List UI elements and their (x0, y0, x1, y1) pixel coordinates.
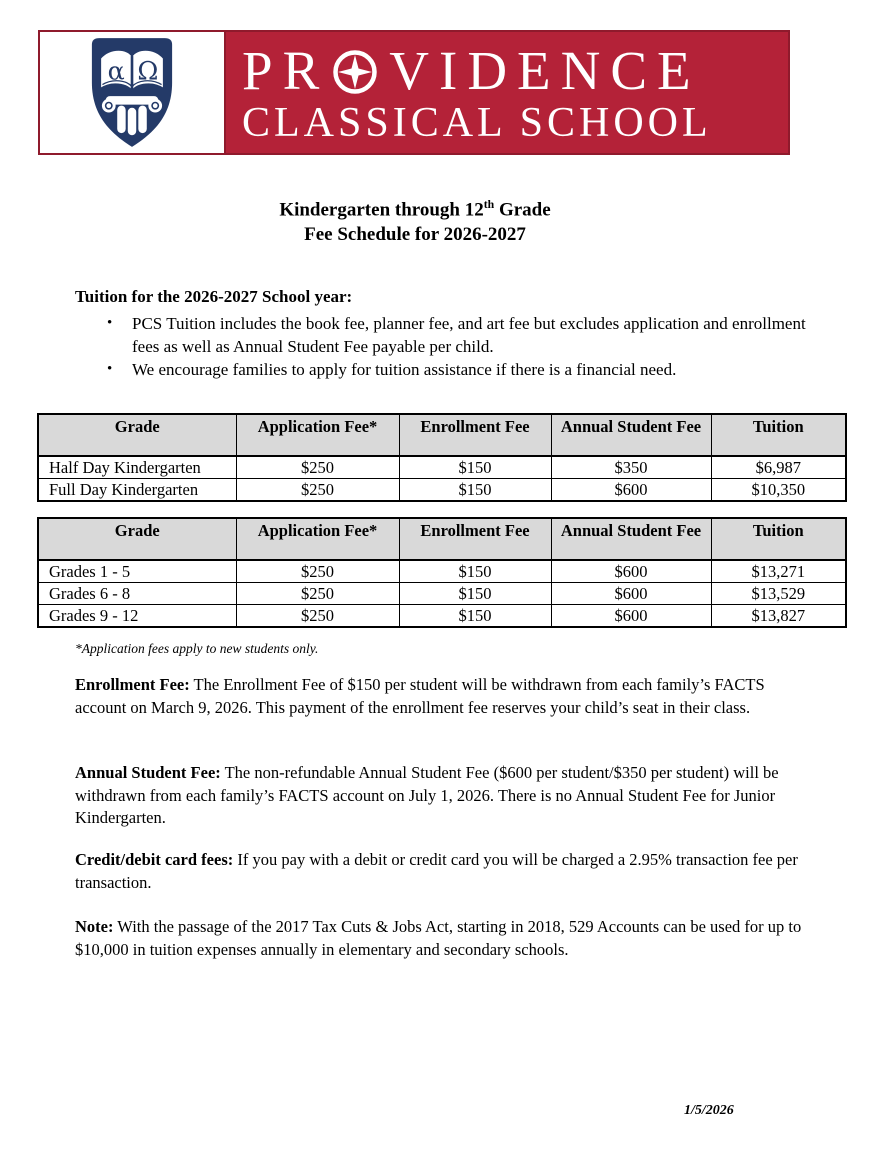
logo-box (40, 32, 226, 153)
tuition-cell: $13,529 (711, 583, 846, 605)
enrollment-fee-cell: $150 (399, 456, 551, 479)
column-header: Annual Student Fee (551, 414, 711, 456)
application-fee-cell: $250 (236, 560, 399, 583)
table-row (38, 479, 846, 502)
document-date: 1/5/2026 (684, 1103, 734, 1118)
grade-cell: Grades 1 - 5 (38, 560, 236, 583)
column-header: Grade (38, 518, 236, 560)
column-header: Enrollment Fee (399, 518, 551, 560)
annual-student-fee-cell: $350 (551, 456, 711, 479)
tuition-cell: $10,350 (711, 479, 846, 502)
enrollment-fee-cell: $150 (399, 605, 551, 628)
table-row (38, 605, 846, 628)
bullet-icon: • (107, 315, 113, 331)
column-header: Enrollment Fee (399, 414, 551, 456)
table-row (38, 560, 846, 583)
bullet-icon: • (107, 361, 113, 377)
bullet-text: We encourage families to apply for tuition assistance if there is a financial need. (132, 360, 677, 379)
table-row (38, 456, 846, 479)
paragraph-label: Note: (75, 917, 114, 936)
title-line2: Fee Schedule for 2026-2027 (304, 224, 526, 246)
school-shield-icon (84, 36, 180, 150)
paragraph-body: If you pay with a debit or credit card you will be charged a 2.95% transaction fee per transaction. (75, 850, 798, 892)
school-name-line2: CLASSICAL SCHOOL (242, 100, 712, 146)
annual-student-fee-paragraph (75, 762, 812, 830)
paragraph-body: With the passage of the 2017 Tax Cuts & Jobs Act, starting in 2018, 529 Accounts can be used for up to $10,000 in tuition expenses annually in elementary and secondary schools. (75, 917, 802, 959)
tuition-cell: $13,827 (711, 605, 846, 628)
application-fee-footnote: *Application fees apply to new students only. (75, 641, 319, 656)
enrollment-fee-cell: $150 (399, 560, 551, 583)
tuition-cell: $6,987 (711, 456, 846, 479)
list-item (107, 312, 810, 358)
column-header: Tuition (711, 518, 846, 560)
annual-student-fee-cell: $600 (551, 560, 711, 583)
title-line1 (38, 192, 792, 222)
table-header-row (38, 518, 846, 560)
school-logo-banner (38, 30, 790, 155)
omega-glyph: Ω (137, 54, 159, 85)
annual-student-fee-cell: $600 (551, 479, 711, 502)
tuition-cell: $13,271 (711, 560, 846, 583)
document-title (38, 192, 792, 247)
grades-fee-table (37, 517, 847, 628)
title-line1-text: Kindergarten through 12 (279, 199, 484, 221)
kindergarten-fee-table (37, 413, 847, 502)
cross-o-icon (331, 46, 379, 96)
paragraph-label: Annual Student Fee: (75, 763, 221, 782)
column-header: Tuition (711, 414, 846, 456)
paragraph-label: Credit/debit card fees: (75, 850, 234, 869)
column-header: Application Fee* (236, 518, 399, 560)
enrollment-fee-paragraph (75, 674, 812, 719)
grade-cell: Half Day Kindergarten (38, 456, 236, 479)
paragraph-body: The non-refundable Annual Student Fee ($600 per student/$350 per student) will be withdrawn from each family’s FACTS account on July 1, 2026. There is no Annual Student Fee for Junior Kindergarten. (75, 763, 779, 827)
school-name (226, 32, 788, 153)
annual-student-fee-cell: $600 (551, 583, 711, 605)
enrollment-fee-cell: $150 (399, 479, 551, 502)
school-name-pr: PR (242, 40, 330, 101)
application-fee-cell: $250 (236, 456, 399, 479)
bullet-text: PCS Tuition includes the book fee, planner fee, and art fee but excludes application and enrollment fees as well as Annual Student Fee payable per child. (132, 314, 806, 356)
grade-cell: Grades 9 - 12 (38, 605, 236, 628)
table-header-row (38, 414, 846, 456)
application-fee-cell: $250 (236, 605, 399, 628)
title-line1-superscript: th (483, 198, 495, 211)
tuition-section-heading: Tuition for the 2026-2027 School year: (75, 287, 353, 306)
column-header: Application Fee* (236, 414, 399, 456)
column-header: Annual Student Fee (551, 518, 711, 560)
grade-cell: Grades 6 - 8 (38, 583, 236, 605)
tuition-bullet-list (107, 312, 810, 381)
column-header: Grade (38, 414, 236, 456)
paragraph-body: The Enrollment Fee of $150 per student will be withdrawn from each family’s FACTS account on March 9, 2026. This payment of the enrollment fee reserves your child’s seat in their class. (75, 675, 765, 717)
application-fee-cell: $250 (236, 479, 399, 502)
list-item (107, 358, 810, 381)
school-name-line1 (242, 42, 788, 100)
alpha-glyph: α (107, 54, 125, 85)
application-fee-cell: $250 (236, 583, 399, 605)
annual-student-fee-cell: $600 (551, 605, 711, 628)
table-row (38, 583, 846, 605)
grade-cell: Full Day Kindergarten (38, 479, 236, 502)
title-line1-suffix: Grade (494, 199, 551, 221)
enrollment-fee-cell: $150 (399, 583, 551, 605)
paragraph-label: Enrollment Fee: (75, 675, 190, 694)
card-fees-paragraph (75, 849, 812, 894)
school-name-vidence: VIDENCE (389, 40, 701, 101)
note-paragraph (75, 916, 812, 961)
